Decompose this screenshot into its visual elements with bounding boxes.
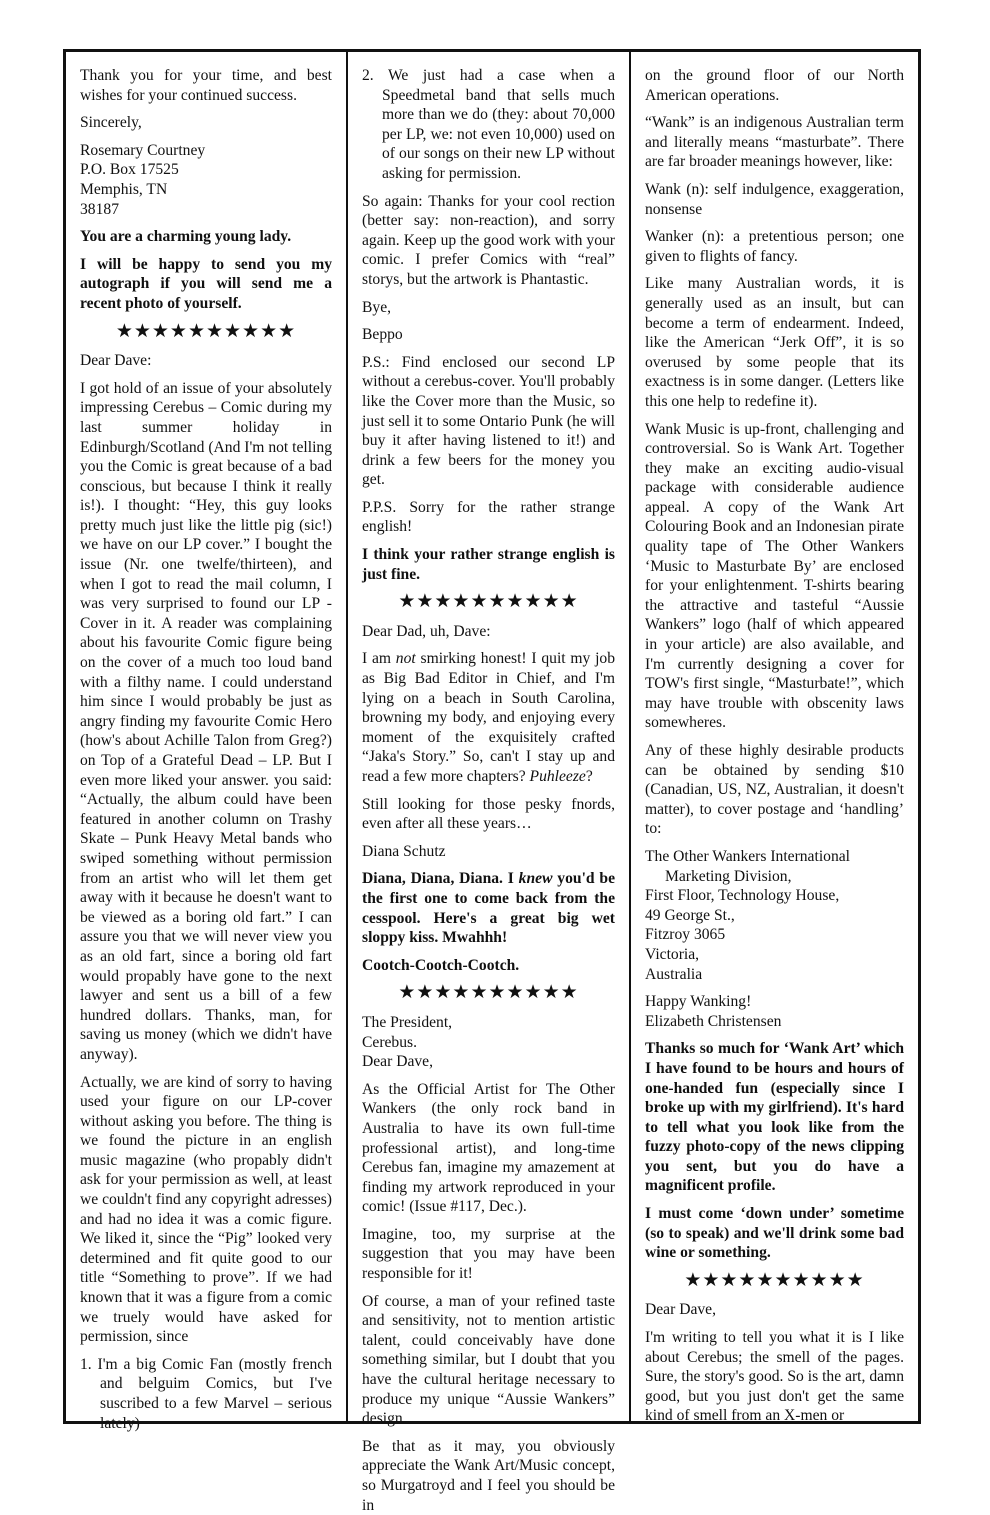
letter-paragraph: So again: Thanks for your cool rection (better say: non-reaction), and sorry again. Keep up the good work with your comic. I prefer Comics with “real” storys, but the artwork is Phantastic. bbox=[362, 192, 615, 288]
editor-reply bbox=[362, 869, 615, 947]
emphasis-text: knew bbox=[518, 870, 553, 888]
letter-paragraph bbox=[362, 649, 615, 786]
letter-paragraph: Imagine, too, my surprise at the suggestion that you may have been responsible for it! bbox=[362, 1225, 615, 1283]
letter-paragraph: Of course, a man of your refined taste and sensitivity, not to mention artistic talent, could conceivably have done something similar, but I doubt that you have the cultural heritage necessary to produce my unique “Aussie Wankers” design. bbox=[362, 1292, 615, 1428]
address-line: The President, bbox=[362, 1013, 453, 1031]
letter-postscript: P.P.S. Sorry for the rather strange english! bbox=[362, 498, 615, 536]
column-2 bbox=[348, 52, 631, 1514]
letter-salutation: Dear Dave: bbox=[80, 352, 152, 370]
address-name: Rosemary Courtney bbox=[80, 141, 206, 159]
letter-salutation: Dear Dad, uh, Dave: bbox=[362, 622, 491, 640]
address-block bbox=[80, 141, 332, 219]
address-line: 49 George St., bbox=[645, 906, 735, 924]
star-divider: ★★★★★★★★★★ bbox=[398, 590, 579, 613]
editor-reply: You are a charming young lady. bbox=[80, 228, 292, 246]
text-run: ? bbox=[585, 768, 593, 785]
letter-paragraph: Any of these highly desirable products can be obtained by sending $10 (Canadian, US, NZ, Australian, it doesn't matter), to cover postage and ‘handling’ to: bbox=[645, 742, 904, 838]
text-run: you'd be the first one to come back from the cesspool. Here's a great big wet sloppy kiss. Mwahhh! bbox=[362, 870, 615, 947]
editor-reply: I will be happy to send you my autograph if you will send me a recent photo of yourself. bbox=[80, 255, 332, 312]
address-line: Victoria, bbox=[645, 945, 700, 963]
address-line: Australia bbox=[645, 965, 703, 983]
letter-closing: Thank you for your time, and best wishes for your continued success. bbox=[80, 67, 332, 104]
letter-postscript: P.S.: Find enclosed our second LP without a cerebus-cover. You'll probably like the Cover more than the Music, so just sell it to some Ontario Punk (he will buy it after having listened to it!) and drink a few beers for the money you get. bbox=[362, 353, 615, 489]
letter-paragraph: on the ground floor of our North American operations. bbox=[645, 67, 904, 104]
address-city: Memphis, TN bbox=[80, 180, 168, 198]
editor-reply: Cootch-Cootch-Cootch. bbox=[362, 956, 520, 974]
emphasis-text: not bbox=[395, 650, 416, 668]
letter-paragraph: Actually, we are kind of sorry to having used your figure on our LP-cover without asking you before. The thing is we found the picture in an english music magazine (who propably didn't ask for your permission as well, at least we couldn't find any copyright adresses) and had no idea it was a comic figure. We liked it, since the “Pig” looked very determined and fit quite good to our title “Something to prove”. If we had known that it was a figure from a comic we truely would have asked for permission, since bbox=[80, 1073, 332, 1346]
letter-paragraph: As the Official Artist for The Other Wankers (the only rock band in Australia to have its own full-time professional artist), and long-time Cerebus fan, imagine my amazement at finding my artwork reproduced in your comic! (Issue #117, Dec.). bbox=[362, 1080, 615, 1216]
column-3 bbox=[631, 52, 918, 1425]
address-line: Cerebus. bbox=[362, 1033, 417, 1051]
emphasis-text: Puhleeze bbox=[529, 768, 586, 785]
letter-signoff bbox=[645, 992, 904, 1031]
address-block bbox=[645, 847, 904, 984]
letter-paragraph: Wank Music is up-front, challenging and controversial. So is Wank Art. Together they make an exciting audio-visual package with considerable audience appeal. A copy of the Wank Art Colouring Book and an Indonesian pirate quality tape of The Other Wankers ‘Music to Masturbate By’ are enclosed for your enlightenment. T-shirts bearing the attractive and tasteful “Aussie Wankers” logo (half of which appeared in your article) are also available, and I'm currently designing a cover for TOW's first single, “Masturbate!”, which may have trouble with obscenity laws somewheres. bbox=[645, 420, 904, 732]
letter-signature: Diana Schutz bbox=[362, 842, 446, 860]
letters-page-frame bbox=[63, 49, 921, 1514]
letter-signoff: Bye, bbox=[362, 298, 392, 316]
letter-paragraph: Be that as it may, you obviously appreciate the Wank Art/Music concept, so Murgatroyd and I feel you should be in bbox=[362, 1437, 615, 1514]
letter-paragraph: I'm writing to tell you what it is I like about Cerebus; the smell of the pages. Sure, the story's good. So is the art, damn good, but you just don't get the same kind of smell from an X-men or bbox=[645, 1329, 904, 1425]
editor-reply: I must come ‘down under’ sometime (so to speak) and we'll drink some bad wine or something. bbox=[645, 1205, 904, 1262]
letter-salutation: Dear Dave, bbox=[645, 1301, 716, 1319]
letter-list-item: 2. We just had a case when a Speedmetal band that sells much more than we do (they: about 70,000 per LP, we: not even 10,000) used on of our songs on their new LP without asking for permission. bbox=[362, 67, 615, 182]
letter-paragraph: Still looking for those pesky fnords, even after all these years… bbox=[362, 795, 615, 833]
address-line: Fitzroy 3065 bbox=[645, 926, 726, 944]
text-run: smirking honest! I quit my job as Big Bad Editor in Chief, and I'm lying on a beach in South Carolina, browning my body, and enjoying every moment of the exquisitely crafted “Jaka's Story.” So, can't I stay up and read a few more chapters? bbox=[362, 650, 616, 785]
address-zip: 38187 bbox=[80, 200, 119, 218]
letter-paragraph: “Wank” is an indigenous Australian term and literally means “masturbate”. There are far broader meanings however, like: bbox=[645, 114, 904, 171]
text-run: Diana, Diana, Diana. I bbox=[362, 870, 519, 888]
star-divider: ★★★★★★★★★★ bbox=[684, 1268, 865, 1291]
letter-list-item: 1. I'm a big Comic Fan (mostly french and belguim Comics, but I've suscribed to a few Marvel – serious lately) bbox=[80, 1355, 332, 1432]
letter-paragraph: Like many Australian words, it is generally used as an insult, but can become a term of endearment. Indeed, like the American “Jerk Off”, it is so overused by some people that its exactness is in some danger. (Letters like this one help to redefine it). bbox=[645, 275, 904, 410]
letter-salutation: Dear Dave, bbox=[362, 1053, 433, 1071]
column-1 bbox=[66, 52, 348, 1432]
letter-signature: Elizabeth Christensen bbox=[645, 1012, 782, 1030]
address-line: First Floor, Technology House, bbox=[645, 887, 840, 905]
letter-address bbox=[362, 1013, 615, 1072]
definition: Wank (n): self indulgence, exaggeration, nonsense bbox=[645, 180, 904, 218]
star-divider: ★★★★★★★★★★ bbox=[115, 319, 297, 342]
definition: Wanker (n): a pretentious person; one given to flights of fancy. bbox=[645, 228, 904, 265]
signoff-line: Happy Wanking! bbox=[645, 993, 752, 1011]
text-run: I am bbox=[362, 650, 396, 668]
address-line: The Other Wankers International Marketing Division, bbox=[645, 847, 850, 885]
editor-reply: I think your rather strange english is just fine. bbox=[362, 546, 615, 583]
address-box: P.O. Box 17525 bbox=[80, 161, 179, 179]
letter-signature: Beppo bbox=[362, 326, 403, 344]
letter-paragraph: I got hold of an issue of your absolutely impressing Cerebus – Comic during my last summer holiday in Edinburgh/Scotland (And I'm not telling you the Comic is great because of a bad conscious, but because I think it really is!). I thought: “Hey, this guy looks pretty much just like the little pig (sic!) we have on our LP cover.” I bought the issue (Nr. one twelfe/thirteen), and when I got to read the mail column, I was very surprised to found our LP - Cover in it. A reader was complaining about his favourite Comic figure being on the cover of a much too loud band with a filthy name. I could understand him since I would probably be just as angry finding my favourite Comic Hero (how's about Achille Talon from Greg?) on Top of a Grateful Dead – LP. But I even more liked your answer. you said: “Actually, the album could have been featured in another column on Trashy Skate – Punk Heavy Metal bands who swiped something without permission from an artist who will let them get away with it because he doesn't want to be viewed as a boring old fart.” I can assure you that we will never view you as an old fart, since a boring old fart would propably have gone to the next lawyer and sent us a bill of a few hundred dollars. Thanks, man, for saving us money (which we didn't have anyway). bbox=[80, 379, 332, 1063]
editor-reply: Thanks so much for ‘Wank Art’ which I have found to be hours and hours of one-handed fun (especially since I broke up with my girlfriend). It's hard to tell what you look like from the fuzzy photo-copy of the news clipping you sent, but you do have a magnificent profile. bbox=[645, 1040, 904, 1195]
star-divider: ★★★★★★★★★★ bbox=[398, 981, 579, 1004]
letter-sincerely: Sincerely, bbox=[80, 114, 142, 132]
